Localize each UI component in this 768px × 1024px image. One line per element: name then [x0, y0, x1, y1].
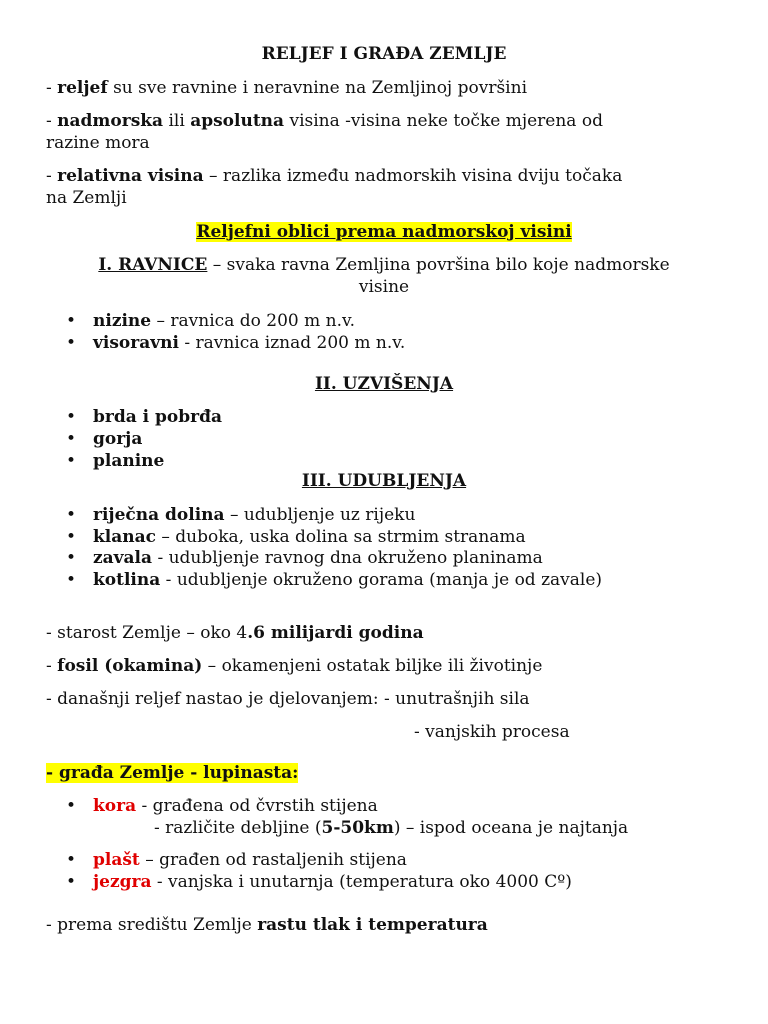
bullet-icon: •	[66, 429, 77, 449]
bullet-icon: •	[66, 850, 77, 870]
fact-relief-origin-cont: - vanjskih procesa	[414, 722, 570, 742]
document-page: RELJEF I GRAĐA ZEMLJE - reljef su sve ravnine i neravnine na Zemljinoj površini - nadmorska ili apsolutna visina -visina neke točke mjerena od razine mora - relativna visina – razlika između nadmorskih visina dviju točaka na Zemlji Reljefni oblici prema nadmorskoj visini I. RAVNICE – svaka ravna Zemljina površina bilo koje nadmorske visine • nizine – ravnica do 200 m n.v. • visoravni - ravnica iznad 200 m n.v. II. UZVIŠENJA • brda i pobrđa • gorja • planine III. UDUBLJENJA • riječna dolina – udubljenje uz rijeku • klanac – duboka, uska dolina sa strmim stranama • zavala - udubljenje ravnog dna okruženo planinama • kotlina - udubljenje okruženo gorama (manja je od zavale) - starost Zemlje – oko 4.6 milijardi godina - fosil (okamina) – okamenjeni ostatak biljke ili životinje - današnji reljef nastao je djelovanjem: - unutrašnjih sila - vanjskih procesa - građa Zemlje - lupinasta: • kora - građena od čvrstih stijena - različite debljine (5-50km) – ispod oceana je najtanja • plašt – građen od rastaljenih stijena • jezgra - vanjska i unutarnja (temperatura oko 4000 Cº) - prema središtu Zemlje rastu tlak i temperatura	[0, 0, 768, 1024]
bullet-icon: •	[66, 527, 77, 547]
grada-heading: - građa Zemlje - lupinasta:	[46, 763, 299, 783]
bullet-icon: •	[66, 451, 77, 471]
uzvisenja-heading: II. UZVIŠENJA	[314, 374, 454, 394]
fact-fosil: - fosil (okamina) – okamenjeni ostatak biljke ili životinje	[46, 656, 543, 676]
fact-relief-origin: - današnji reljef nastao je djelovanjem: - unutrašnjih sila	[46, 689, 530, 709]
bullet-icon: •	[66, 333, 77, 353]
bullet-icon: •	[66, 407, 77, 427]
bullet-icon: •	[66, 505, 77, 525]
definition-relativna-cont: na Zemlji	[46, 188, 127, 208]
bullet-icon: •	[66, 570, 77, 590]
definition-nadmorska: - nadmorska ili apsolutna visina -visina neke točke mjerena od	[46, 111, 603, 131]
bullet-icon: •	[66, 311, 77, 331]
udubljenja-heading: III. UDUBLJENJA	[301, 471, 467, 491]
definition-nadmorska-cont: razine mora	[46, 133, 150, 153]
kora-cont: - različite debljine (5-50km) – ispod oceana je najtanja	[154, 818, 629, 838]
definition-reljef: - reljef su sve ravnine i neravnine na Zemljinoj površini	[46, 78, 528, 98]
page-title: RELJEF I GRAĐA ZEMLJE	[261, 44, 507, 64]
bullet-icon: •	[66, 872, 77, 892]
closing-line: - prema središtu Zemlje rastu tlak i temperatura	[46, 915, 488, 935]
ravnice-desc-cont: visine	[358, 277, 410, 297]
bullet-icon: •	[66, 796, 77, 816]
section-heading: Reljefni oblici prema nadmorskoj visini	[196, 222, 572, 242]
fact-age: - starost Zemlje – oko 4.6 milijardi godina	[46, 623, 424, 643]
ravnice-heading: I. RAVNICE – svaka ravna Zemljina površina bilo koje nadmorske	[98, 255, 670, 275]
definition-relativna: - relativna visina – razlika između nadmorskih visina dviju točaka	[46, 166, 623, 186]
bullet-icon: •	[66, 548, 77, 568]
